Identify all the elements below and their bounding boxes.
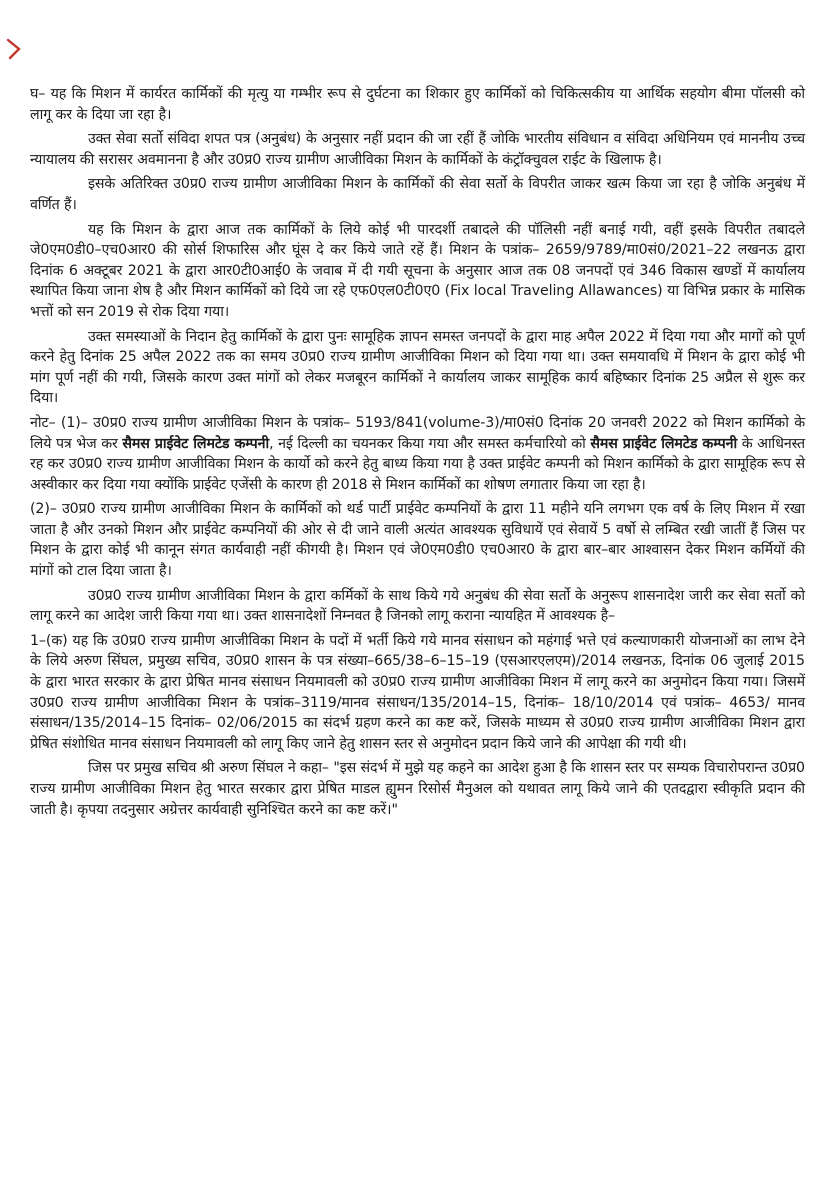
pen-mark-icon <box>6 38 22 60</box>
paragraph-service-terms: इसके अतिरिक्त उ0प्र0 राज्य ग्रामीण आजीविका मिशन के कार्मिकों की सेवा सर्तो के विपरीत जाकर खत्म किया जा रहा है जोकि अनुबंध में वर्णित हैं। <box>30 176 805 213</box>
note-1-prefix: नोट– (1)– उ0प्र0 राज्य ग्रामीण आजीविका मिशन के पत्रांक– 5193/841(volume-3)/मा0सं0 दिनांक 20 जनवरी 2022 को मिशन कार्मिको के लिये पत्र भेज कर <box>30 414 805 452</box>
note-1-suffix: के आधिनस्त रह कर उ0प्र0 राज्य ग्रामीण आजीविका मिशन के कार्यो को करने हेतु बाध्य किया गया है उक्त प्राईवेट कम्पनी को मिशन कार्मिको के द्वारा सामूहिक रूप से अस्वीकार कर दिया गया क्योंकि प्राईवेट एजेंसी के कारण ही 2018 से मिशन कार्मिकों का शोषण लगातार किया जा रहा है। <box>30 435 806 493</box>
paragraph-secretary-quote: जिस पर प्रमुख सचिव श्री अरुण सिंघल ने कहा– "इस संदर्भ में मुझे यह कहने का आदेश हुआ है कि शासन स्तर पर सम्यक विचारोपरान्त उ0प्र0 राज्य ग्रामीण आजीविका मिशन हेतु भारत सरकार द्वारा प्रेषित माडल ह्युमन रिसोर्स मैनुअल को यथावत लागू किये जाने की एतदद्वारा स्वीकृति प्रदान की जाती है। कृपया तदनुसार अग्रेत्तर कार्यवाही सुनिश्चित करने का कष्ट करें।" <box>30 760 805 818</box>
paragraph-note-1 <box>30 413 805 495</box>
company-name-1: सैमस प्राईवेट लिमटेड कम्पनी <box>122 435 270 452</box>
paragraph-clause-1a: 1–(क) यह कि उ0प्र0 राज्य ग्रामीण आजीविका मिशन के पदों में भर्ती किये गये मानव संसाधन को महंगाई भत्ते एवं कल्याणकारी योजनाओं का लाभ देने के लिये अरुण सिंघल, प्रमुख्य सचिव, उ0प्र0 शासन के पत्र संख्या–665/38–6–15–19 (एसआरएलएम)/2014 लखनऊ, दिनांक 06 जुलाई 2015 के द्वारा भारत सरकार के द्वारा प्रेषित मानव संसाधन नियमावली को उ0प्र0 राज्य ग्रामीण आजीविका मिशन में लागू करने का अनुमोदन किया गया। जिसमें उ0प्र0 राज्य ग्रामीण आजीविका मिशन के पत्रांक–3119/मानव संसाधन/135/2014–15, दिनांक– 18/10/2014 एवं पत्रांक– 4653/ मानव संसाधन/135/2014–15 दिनांक– 02/06/2015 का संदर्भ ग्रहण करने का कष्ट करें, जिसके माध्यम से उ0प्र0 राज्य ग्रामीण आजीविका मिशन द्वारा प्रेषित संशोधित मानव संसाधन नियमावली को लागू किए जाने हेतु शासन स्तर से अनुमोदन प्रदान किये जाने की आपेक्षा की गयी थी। <box>30 632 805 752</box>
paragraph-demands: उक्त समस्याओं के निदान हेतु कार्मिकों के द्वारा पुनः सामूहिक ज्ञापन समस्त जनपदों के द्वारा माह अपैल 2022 में दिया गया और मागों को पूर्ण करने हेतु दिनांक 25 अपैल 2022 तक का समय उ0प्र0 राज्य ग्रामीण आजीविका मिशन को दिया गया था। उक्त समयावधि में मिशन के द्वारा कोई भी मांग पूर्ण नहीं की गयी, जिसके कारण उक्त मांगों को लेकर मजबूरन कार्मिकों ने कार्यालय जाकर सामूहिक कार्य बहिष्कार दिनांक 25 अप्रैल से शुरू कर दिया। <box>30 328 805 407</box>
paragraph-note-2: (2)– उ0प्र0 राज्य ग्रामीण आजीविका मिशन के कार्मिकों को थर्ड पार्टी प्राईवेट कम्पनियों के द्वारा 11 महीने यनि लगभग एक वर्ष के लिए मिशन में रखा जाता है और उनको मिशन और प्राईवेट कम्पनियों की ओर से दी जाने वाली अत्यंत आवश्यक सुविधायें एवं सेवायें 5 वर्षो से लम्बित रखी जातीं हैं जिस पर मिशन के द्वारा कोई भी कानून संगत कार्यवाही नहीं कीगयी है। मिशन एवं जे0एम0डी0 एच0आर0 के द्वारा बार–बार आश्वासन देकर मिशन कर्मियों की मांगों को टाल दिया जाता है। <box>30 501 805 580</box>
paragraph-government-orders: उ0प्र0 राज्य ग्रामीण आजीविका मिशन के द्वारा कर्मिकों के साथ किये गये अनुबंध की सेवा सर्तो के अनुरूप शासनादेश जारी कर सेवा सर्तो को लागू करने का आदेश जारी किया गया था। उक्त शासनादेशों निम्नवत है जिनको लागू कराना न्यायहित में आवश्यक है– <box>30 587 805 625</box>
paragraph-transfer-policy: यह कि मिशन के द्वारा आज तक कार्मिकों के लिये कोई भी पारदर्शी तबादले की पॉलिसी नहीं बनाई गयी, वहीं इसके विपरीत तबादले जे0एम0डी0–एच0आर0 की सोर्स शिफारिस और घूंस दे कर किये जाते रहें हैं। मिशन के पत्रांक– 2659/9789/मा0सं0/2021–22 लखनऊ द्वारा दिनांक 6 अक्टूबर 2021 के द्वारा आर0टी0आई0 के जवाब में दी गयी सूचना के अनुसार आज तक 08 जनपदों एवं 346 विकास खण्डों में कार्यालय स्थापित किया जाना शेष है और मिशन कार्मिकों को दिये जा रहे एफ0एल0टी0ए0 (Fix local Traveling Allawances) या विभिन्न प्रकार के मासिक भत्तों को सन 2019 से रोक दिया गया। <box>30 221 805 320</box>
paragraph-insurance: घ– यह कि मिशन में कार्यरत कार्मिकों की मृत्यु या गम्भीर रूप से दुर्घटना का शिकार हुए कार्मिकों को चिकित्सकीय या आर्थिक सहयोग बीमा पॉलसी को लागू कर के दिया जा रहा है। <box>30 86 805 123</box>
company-name-2: सैमस प्राईवेट लिमटेड कम्पनी <box>590 435 738 452</box>
paragraph-contract-violation: उक्त सेवा सर्तो संविदा शपत पत्र (अनुबंध) के अनुसार नहीं प्रदान की जा रहीं हैं जोकि भारतीय संविधान व संविदा अधिनियम एवं माननीय उच्च न्यायालय की सरासर अवमानना है और उ0प्र0 राज्य ग्रामीण आजीविका मिशन के कार्मिकों के कंट्रॉक्चुवल राईट के खिलाफ है। <box>30 131 805 168</box>
note-1-mid: , नई दिल्ली का चयनकर किया गया और समस्त कर्मचारियो को <box>269 435 591 452</box>
